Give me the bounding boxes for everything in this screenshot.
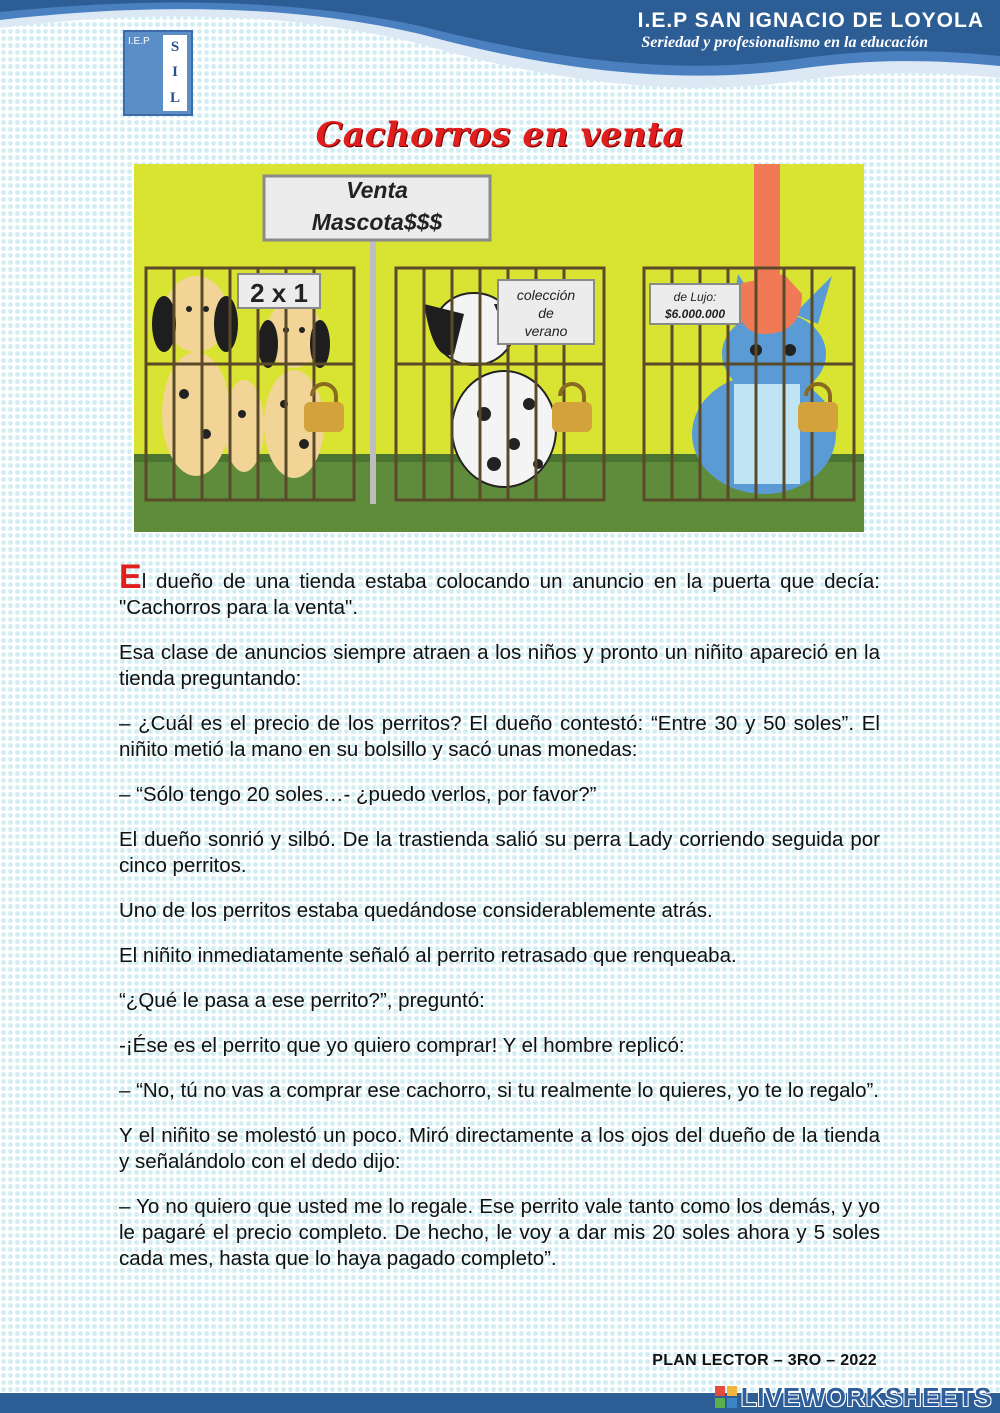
cage2-label-line: verano	[524, 323, 568, 339]
liveworksheets-watermark	[715, 1383, 992, 1411]
sign-line-2: Mascota$$$	[311, 209, 443, 235]
icon-square-i	[727, 1386, 737, 1396]
logo-letter: S	[170, 39, 180, 56]
sign-post	[370, 234, 376, 504]
story-paragraph: – “No, tú no vas a comprar ese cachorro, si tu realmente lo quieres, yo te lo regalo”.	[119, 1079, 880, 1102]
icon-square-l	[715, 1386, 725, 1396]
logo-letter: I	[172, 64, 178, 81]
story-paragraph: – ¿Cuál es el precio de los perritos? El dueño contestó: “Entre 30 y 50 soles”. El niñito metió la mano en su bolsillo y sacó unas monedas:	[119, 712, 880, 761]
story-text	[119, 558, 880, 1291]
story-paragraph: -¡Ése es el perrito que yo quiero comprar! Y el hombre replicó:	[119, 1034, 685, 1057]
story-paragraph: Esa clase de anuncios siempre atraen a los niños y pronto un niñito apareció en la tienda preguntando:	[119, 641, 880, 690]
drop-cap: E	[119, 558, 142, 596]
cage1-label: 2 x 1	[250, 278, 308, 308]
cage2-label-line: de	[538, 305, 554, 321]
sign-line-1: Venta	[346, 177, 408, 203]
story-paragraph: – Yo no quiero que usted me lo regale. Ese perrito vale tanto como los demás, y yo le pagaré el precio completo. De hecho, le voy a dar mis 20 soles ahora y 5 soles cada mes, hasta que lo haya pagado completo”.	[119, 1195, 880, 1270]
logo-letter: L	[169, 89, 180, 106]
logo-letters	[163, 35, 187, 111]
school-logo	[123, 30, 193, 116]
story-paragraph: “¿Qué le pasa a ese perrito?”, preguntó:	[119, 989, 485, 1012]
icon-square-v	[715, 1398, 725, 1408]
pet-shop-illustration	[134, 164, 864, 532]
school-name: I.E.P SAN IGNACIO DE LOYOLA	[637, 9, 984, 32]
story-paragraph: El dueño sonrió y silbó. De la trastienda salió su perra Lady corriendo seguida por cinco perritos.	[119, 828, 880, 877]
story-paragraph	[119, 558, 880, 621]
footer-label: PLAN LECTOR – 3RO – 2022	[652, 1352, 877, 1369]
cage2-label-line: colección	[516, 287, 576, 303]
page-title: Cachorros en venta	[315, 115, 685, 155]
logo-top-text: I.E.P	[128, 36, 150, 47]
story-paragraph: Uno de los perritos estaba quedándose considerablemente atrás.	[119, 899, 713, 922]
liveworksheets-icon	[715, 1386, 737, 1408]
story-first-text: l dueño de una tienda estaba colocando un anuncio en la puerta que decía: "Cachorros para la venta".	[119, 570, 880, 619]
school-tagline: Seriedad y profesionalismo en la educación	[641, 34, 928, 51]
icon-square-e	[727, 1398, 737, 1408]
cage3-label-line: de Lujo:	[673, 290, 717, 304]
cage3-label-line: $6.000.000	[664, 307, 726, 321]
watermark-text: LIVEWORKSHEETS	[740, 1381, 992, 1412]
story-paragraph: Y el niñito se molestó un poco. Miró directamente a los ojos del dueño de la tienda y señalándolo con el dedo dijo:	[119, 1124, 880, 1173]
story-paragraph: El niñito inmediatamente señaló al perrito retrasado que renqueaba.	[119, 944, 737, 967]
story-paragraph: – “Sólo tengo 20 soles…- ¿puedo verlos, por favor?”	[119, 783, 597, 806]
